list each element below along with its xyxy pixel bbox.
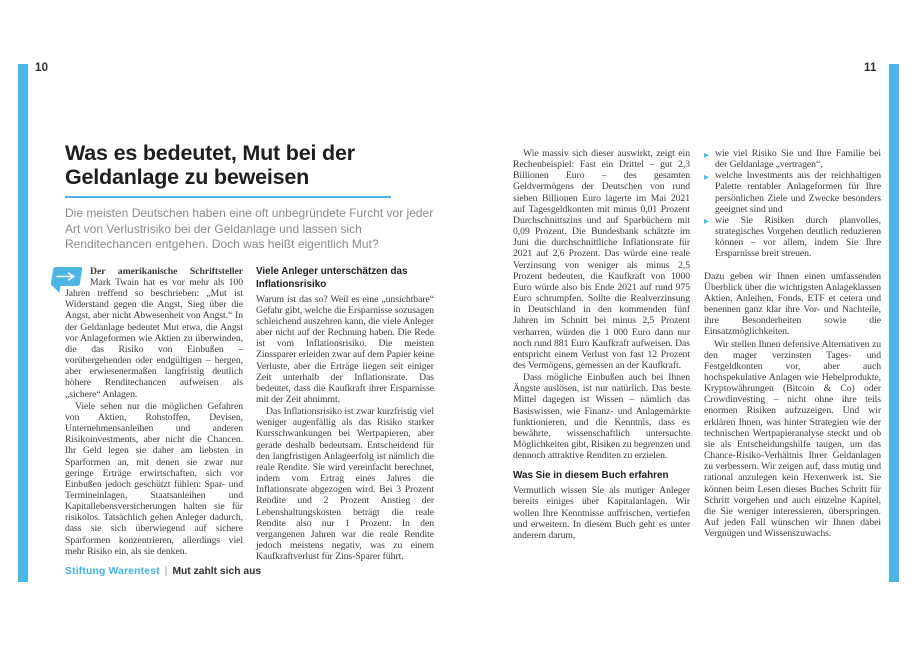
section-heading-inflationsrisiko: Viele Anleger unterschätzen das Inflationsrisiko [256,265,408,290]
section-heading-buch-erfahren: Was Sie in diesem Buch erfahren [513,470,669,482]
publisher-brand: Stiftung Warentest [65,566,160,577]
page-number-right: 11 [864,62,877,74]
page-11-column-1 [513,148,690,541]
page-number-left: 10 [35,62,49,74]
left-margin-bar [18,64,28,582]
lead-paragraph [65,266,243,400]
bullet-list [704,148,881,260]
paragraph: Viele sehen nur die möglichen Gefahren von Aktien, Rohstoffen, Devisen, Unternehmensanleihen und anderen Risikoinvestments, aber nicht die Chancen. Ihr Geld legen sie daher am liebsten in Sparformen an, mit denen sie zwar nur geringe Erträge erwirtschaften, sich vor Einbußen jedoch geschützt fühlen: Spar- und Termineinlagen, Staatsanleihen und Kapitallebensversicherungen halten sie für risikolos. Tatsächlich gehen Anleger dadurch, dass sie sich überwiegend auf sichere Sparformen konzentrieren, allerdings viel mehr Risiko ein, als sie denken. [65,400,243,557]
book-title: Mut zahlt sich aus [172,566,262,577]
speech-bubble-arrow-icon [52,267,83,288]
paragraph: Dazu geben wir Ihnen einen umfassenden Überblick über die wichtigsten Anlageklassen Aktien, Anleihen, Fonds, ETF et cetera und benennen ganz klar ihre Vor- und Nachteile, ihre Besonderheiten sowie die Einsatzmöglichkeiten. [704,270,881,338]
right-margin-bar [889,64,899,582]
chapter-title-line1: Was es bedeutet, Mut bei der [65,141,355,165]
paragraph: Wie massiv sich dieser auswirkt, zeigt ein Rechenbeispiel: Fast ein Drittel – gut 2,3 Billionen Euro – des gesamten Geldvermögens der Deutschen von rund sieben Billionen Euro lagerte im Mai 2021 auf Tagesgeldkonten mit minus 0,01 Prozent Durchschnittszins und auf Sparbüchern mit 0,09 Prozent. Die Bundesbank schätzte im Juni die durchschnittliche Inflationsrate für 2021 auf 2,6 Prozent. Das würde eine reale Verzinsung von weniger als minus 2,5 Prozent bedeuten, die Kaufkraft von 1000 Euro würde also bis Ende 2021 auf rund 975 Euro schrumpfen. Sollte die Realverzinsung in Deutschland in den kommenden fünf Jahren im Schnitt bei minus 2,5 Prozent verharren, würden die 1 000 Euro dann nur noch rund 881 Euro Kaufkraft aufweisen. Das entspricht einem Verlust von fast 12 Prozent des Vermögens, gemessen an der Kaufkraft. [513,148,690,371]
intro-paragraph: Die meisten Deutschen haben eine oft unbegründete Furcht vor jeder Art von Verlustrisiko bei der Geldanlage und lassen sich Renditechancen entgehen. Doch was heißt eigentlich Mut? [65,206,434,252]
page-11-column-2 [704,148,881,541]
page-10-column-1 [65,266,243,563]
chapter-title-line2: Geldanlage zu beweisen [65,165,310,190]
page-10-column-2 [256,266,434,563]
list-item [704,170,881,215]
paragraph: Das Inflationsrisiko ist zwar kurzfristig viel weniger augenfällig als das Risiko starker Kursschwankungen bei Wertpapieren, aber gerade deshalb bedeutsam. Entscheidend für den langfristigen Anlageerfolg ist nämlich die reale Rendite. Sie wird vereinfacht berechnet, indem vom Ertrag eines Jahres die Inflationsrate abgezogen wird. Bei 3 Prozent Rendite und 2 Prozent Anstieg der Lebenshaltungskosten beträgt die reale Rendite also nur 1 Prozent. In den vergangenen Jahren war die reale Rendite jedoch meistens negativ, was zu einem Kaufkraftverlust für Zins-Sparer führt. [256,406,434,563]
list-item [704,148,881,170]
paragraph: Dass mögliche Einbußen auch bei Ihnen Ängste auslösen, ist nur natürlich. Das beste Mittel dagegen ist Wissen – nämlich das Basiswissen, wie Finanz- und Anlagemärkte funktionieren, und die Kenntnis, dass es bewährte, wissenschaftlich untersuchte Möglichkeiten gibt, Risiken zu begrenzen und dennoch attraktive Renditen zu erzielen. [513,372,690,462]
bullet-arrow-icon: ▶ [704,217,709,226]
list-item-text: welche Investments aus der reichhaltigen Palette rentabler Anlageformen für Ihre persönlichen Ziele und Zwecke besonders geeignet sind und [715,170,881,215]
right-arrow-icon [56,272,76,281]
page-10 [65,141,434,562]
list-item [704,215,881,260]
footer-separator: | [164,566,168,577]
paragraph: Warum ist das so? Weil es eine „unsichtbare“ Gefahr gibt, welche die Ersparnisse sozusagen schleichend auszehren kann, die viele Anleger aber nicht auf der Rechnung haben. Die Rede ist vom Inflationsrisiko. Die meisten Zinssparer erleiden zwar auf dem Papier keine Verluste, aber die Erträge liegen seit einiger Zeit unterhalb der Inflationsrate. Das bedeutet, dass die Kaufkraft ihrer Ersparnisse mit der Zeit abnimmt. [256,293,434,405]
list-item-text: wie Sie Risiken durch planvolles, strategisches Vorgehen deutlich reduzieren können – vor allem, indem Sie Ihre Ersparnisse breit streuen. [715,214,881,260]
lead-body-text: Mark Twain hat es vor mehr als 100 Jahren treffend so beschrieben: „Mut ist Widerstand gegen die Angst, Sieg über die Angst, aber nicht Abwesenheit von Angst.“ In der Geldanlage bedeutet Mut etwa, die Angst vor Anlageformen wie Aktien zu überwinden, die das Risiko von Einbußen – vorübergehenden oder endgültigen – bergen, aber erwiesenermaßen langfristig deutlich höhere Renditechancen aufweisen als „sichere“ Anlagen. [65,277,243,400]
paragraph: Wir stellen Ihnen defensive Alternativen zu den mager verzinsten Tages- und Festgeldkonten vor, aber auch hochspekulative Anlagen wie Hebelprodukte, Kryptowährungen (Bitcoin & Co) oder Crowdinvesting – nicht ohne ihre teils enormen Risiken aufzuzeigen. Und wir erklären Ihnen, was hinter Strategien wie der technischen Wertpapieranalyse steckt und ob sie als Entscheidungshilfe taugen, um das Chance-Risiko-Verhältnis Ihrer Geldanlagen zu verbessern. Wir zeigen auf, dass mutig und rational anzulegen kein Hexenwerk ist. Sie können beim Lesen dieses Buches Schritt für Schritt vorgehen und auch einzelne Kapitel, die Sie weniger interessieren, überspringen. Auf jeden Fall wünschen wir Ihnen dabei Vergnügen und Wissenszuwachs. [704,338,881,540]
bullet-arrow-icon: ▶ [704,172,709,181]
title-underline [65,196,391,199]
page-11 [513,148,882,541]
lead-bold-text: Der amerikanische Schriftsteller [90,265,243,277]
list-item-text: wie viel Risiko Sie und Ihre Familie bei der Geldanlage „vertragen“, [715,148,881,171]
page-footer [65,566,261,577]
paragraph: Vermutlich wissen Sie als mutiger Anleger bereits einiges über Kapitalanlagen. Wir wollen Ihre Kenntnisse auffrischen, vertiefen und erweitern. In diesem Buch geht es unter anderem darum, [513,485,690,541]
page-10-columns [65,266,434,563]
bullet-arrow-icon: ▶ [704,150,709,159]
chapter-title [65,141,434,190]
